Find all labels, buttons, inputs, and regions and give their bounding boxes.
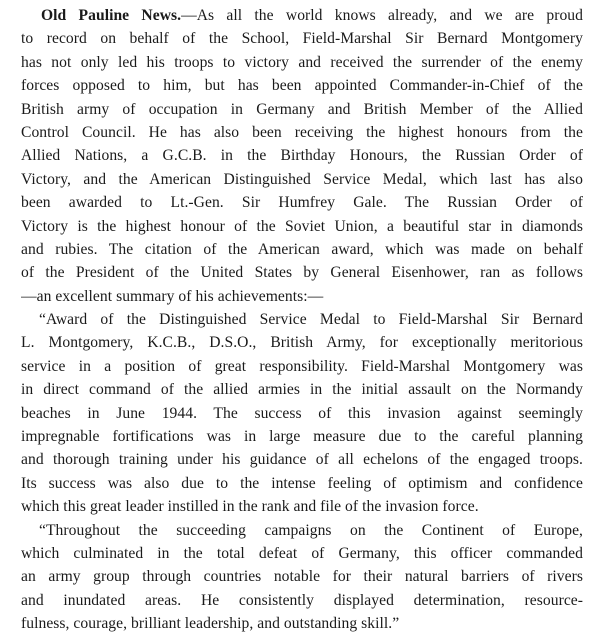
text-line: has not only led his troops to victory and received the surrender of the enemy [21, 53, 583, 71]
article-column [21, 4, 583, 636]
text-line: to record on behalf of the School, Field-Marshal Sir Bernard Montgomery [21, 30, 583, 48]
text-line: and rubies. The citation of the American award, which was made on behalf [21, 240, 583, 258]
text-line: Control Council. He has also been receiving the highest honours from the [21, 123, 583, 141]
text-line: British army of occupation in Germany and British Member of the Allied [21, 100, 583, 118]
text-line: an army group through countries notable for their natural barriers of rivers [21, 568, 583, 586]
text-line: —an excellent summary of his achievements:— [21, 287, 324, 305]
quote-citation-part-2 [21, 519, 583, 636]
text-line: forces opposed to him, but has been appointed Commander-in-Chief of the [21, 77, 583, 95]
text-line: and thorough training under his guidance of all echelons of the engaged troops. [21, 451, 583, 469]
text-line-content: —As all the world knows already, and we are proud [181, 7, 583, 24]
text-line: L. Montgomery, K.C.B., D.S.O., British Army, for exceptionally meritorious [21, 334, 583, 352]
text-line: “Throughout the succeeding campaigns on the Continent of Europe, [39, 521, 583, 539]
article-heading: Old Pauline News. [41, 7, 182, 24]
text-line: impregnable fortifications was in large measure due to the careful planning [21, 428, 583, 446]
text-line: of the President of the United States by General Eisenhower, ran as follows [21, 264, 583, 282]
text-line: service in a position of great responsibility. Field-Marshal Montgomery was [21, 357, 583, 375]
text-line: Victory, and the American Distinguished Service Medal, which last has also [21, 170, 583, 188]
text-line: Allied Nations, a G.C.B. in the Birthday Honours, the Russian Order of [21, 147, 583, 165]
text-line: and inundated areas. He consistently displayed determination, resource- [21, 591, 583, 609]
text-line: fulness, courage, brilliant leadership, and outstanding skill.” [21, 615, 400, 633]
quote-citation-part-1 [21, 308, 583, 519]
text-line: beaches in June 1944. The success of this invasion against seemingly [21, 404, 583, 422]
text-line: been awarded to Lt.-Gen. Sir Humfrey Gale. The Russian Order of [21, 194, 583, 212]
text-line: Victory is the highest honour of the Soviet Union, a beautiful star in diamonds [21, 217, 583, 235]
text-line [21, 4, 583, 27]
text-line: which this great leader instilled in the rank and file of the invasion force. [21, 498, 479, 516]
text-line: in direct command of the allied armies in the initial assault on the Normandy [21, 381, 583, 399]
paragraph-intro [21, 4, 583, 308]
text-line: Its success was also due to the intense feeling of optimism and confidence [21, 474, 583, 492]
text-line: which culminated in the total defeat of Germany, this officer commanded [21, 544, 583, 562]
text-line: “Award of the Distinguished Service Medal to Field-Marshal Sir Bernard [39, 311, 583, 329]
